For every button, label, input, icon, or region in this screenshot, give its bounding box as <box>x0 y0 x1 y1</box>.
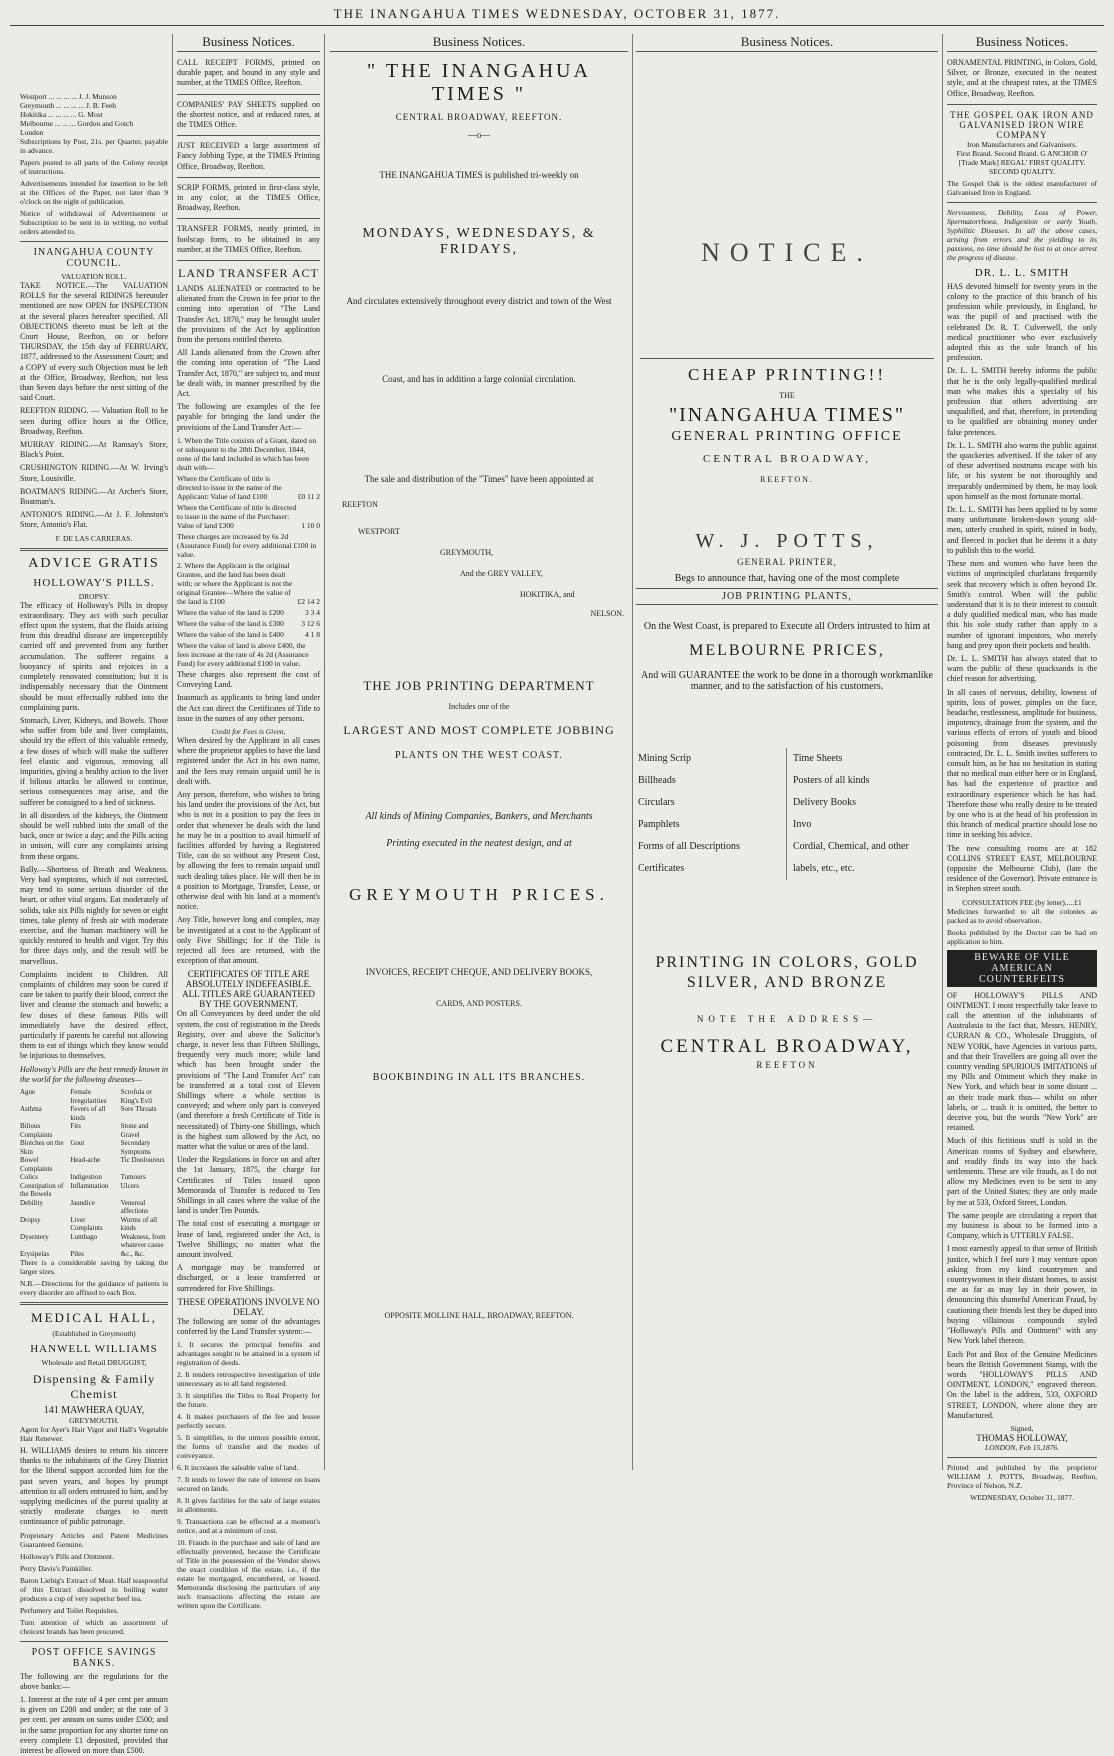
column-4 <box>636 34 938 1470</box>
opposite-line: OPPOSITE MOLLINE HALL, BROADWAY, REEFTON. <box>384 1311 574 1320</box>
agents-list <box>20 92 168 137</box>
times-heading: "INANGAHUA TIMES" <box>668 404 906 426</box>
valuation-title: VALUATION ROLL. <box>61 272 127 281</box>
advantage-item: 7. It tends to lower the rate of interest on loans secured on lands. <box>177 1475 320 1494</box>
riding-item: REEFTON RIDING. — Valuation Roll to be seen during office hours at the Office, Broadway, Reefton. <box>20 406 168 436</box>
days-line: MONDAYS, WEDNESDAYS, & FRIDAYS, <box>362 226 596 257</box>
disease-item: Ulcers <box>120 1181 139 1190</box>
body-text: Bally.—Shortness of Breath and Weakness. Very bad symptoms, which if not corrected, may tend to some serious disorder of the heart, or other vital organs. Eat moderately of solids, take six Pills nightly for seven or eight times, take plenty of fresh air with moderate exercise, and the human machinery will be quickly restored to health and vigor. Try this for three days only, and the result will be marvellous. <box>20 864 168 966</box>
column-divider <box>324 34 325 1470</box>
address: 141 MAWHERA QUAY, <box>43 1405 145 1417</box>
divider <box>20 1641 168 1642</box>
divider <box>177 177 320 178</box>
fee-description: Where the Certificate of title is directed to issue in the name of the Applicant: Value of land £100 <box>177 473 282 501</box>
largest-line: LARGEST AND MOST COMPLETE JOBBING <box>343 723 615 737</box>
disease-item: Female Irregularities <box>70 1088 107 1105</box>
imprint-date: WEDNESDAY, October 31, 1877. <box>970 1492 1074 1502</box>
signature: F. DE LAS CARRERAS. <box>55 533 133 543</box>
nervous-notice: Nervousness, Debility, Loss of Power, Spermatorrhoea, Indigestion or early Youth, Syphilitic Diseases. In all the above cases, arising from errors and the yielding to its passions, no time should be lost to at once arrest the progress of disease. <box>947 207 1097 262</box>
service-item: Invo <box>793 819 812 830</box>
service-item: Forms of all Descriptions <box>638 841 740 852</box>
published-line: THE INANGAHUA TIMES is published tri-weekly on <box>379 170 579 180</box>
town-item: And the GREY VALLEY, <box>460 569 543 578</box>
disease-item: Jaundice <box>70 1198 95 1207</box>
service-item: Certificates <box>638 863 685 874</box>
masthead: THE INANGAHUA TIMES WEDNESDAY, OCTOBER 31, 1877. <box>333 6 781 21</box>
fee-amount: 3 12 6 <box>301 618 320 628</box>
guarantee-line: And will GUARANTEE the work to be done in a thorough workmanlike manner, and to the satisfaction of his customers. <box>641 670 933 692</box>
includes-line: Includes one of the <box>448 702 510 711</box>
smith-text: Dr. L. L. SMITH hereby informs the public that he is the only legally-qualified medical man who makes this a specialty of his profession that others advertising are unqualified, and that, therefore, in pretending to be qualified are obtaining money under false pretences. <box>947 366 1097 437</box>
column-header: Business Notices. <box>636 34 938 52</box>
advantage-item: 6. It increases the saleable value of land. <box>177 1463 299 1473</box>
west-coast-line: On the West Coast, is prepared to Execute all Orders intrusted to him at <box>643 621 931 632</box>
subscription-note: Notice of withdrawal of Advertisement or Subscription to be sent in in writing, no verbal orders attended to. <box>20 209 168 236</box>
disease-item: Tumours <box>120 1173 146 1182</box>
fee-description: These charges are increased by 6s 2d (Assurance Fund) for every additional £100 in value. <box>177 531 317 559</box>
fee-description: 1. When the Title consists of a Grant, dated on or subsequent to the 28th December, 1844, none of the land included in which has been dealt with— <box>177 435 317 472</box>
london-date: LONDON, Feb 15,1876. <box>985 1442 1059 1452</box>
medical-hall-heading: MEDICAL HALL, <box>31 1310 157 1326</box>
notice-heading: NOTICE. <box>701 238 873 267</box>
notice-item: CALL RECEIPT FORMS, printed on durable paper, and bound in any style and number, at the TIMES Office, Reefton. <box>177 58 320 88</box>
signed-line: Signed, <box>1010 1423 1034 1433</box>
job-department-heading: THE JOB PRINTING DEPARTMENT <box>363 678 595 693</box>
imprint: Printed and published by the proprietor WILLIAM J. POTTS, Broadway, Reefton, Province of Nelson, N.Z. <box>947 1462 1097 1490</box>
body-text: In all disorders of the kidneys, the Ointment should be well rubbed into the small of the back, once or twice a day; and the Pills acting in unison, will cure any complaints arising from these organs. <box>20 810 168 861</box>
smith-text: In all cases of nervous, debility, lowness of spirits, loss of power, pimples on the face, headache, restlessness, amplitude for business, impotency, drainage from the system, and the various effects of errors of youth and blood poisoning from diseases previously contracted, Dr. L. L. Smith invites sufferers to consult him, as he has no hesitation in stating that no medical man either here or in England, has had the experience of practice and extraordinary experience which he has had. Therefore those who really desire to be treated by one who is at the head of his profession in this branch of medical practice should lose no time in seeking his advice. <box>947 687 1097 840</box>
divider <box>947 1457 1097 1458</box>
fee-amount: 1 10 0 <box>301 520 320 530</box>
fee-row <box>177 503 320 530</box>
disease-item: Weakness, from whatever cause <box>120 1232 166 1250</box>
item: Baron Liebig's Extract of Meat. Half teaspoonful of this Extract dissolved in boiling water produces a cup of very superior beef tea. <box>20 1575 168 1603</box>
holloway-heading: HOLLOWAY'S PILLS. <box>33 576 155 589</box>
cheap-printing: CHEAP PRINTING!! <box>687 365 886 384</box>
item: Perfumery and Toilet Requisites. <box>20 1605 119 1615</box>
land-transfer-heading: LAND TRANSFER ACT <box>178 266 319 281</box>
sale-line: The sale and distribution of the "Times" have been appointed at <box>364 474 594 484</box>
reefton-line: REEFTON <box>756 1060 818 1070</box>
fee-row <box>177 641 320 668</box>
fee-row <box>177 436 320 472</box>
masthead-rule <box>10 25 1104 26</box>
disease-item: Constipation of the Bowels <box>20 1181 64 1199</box>
cards-line: CARDS, AND POSTERS. <box>436 999 522 1008</box>
bookbinding-line: BOOKBINDING IN ALL ITS BRANCHES. <box>372 1072 586 1083</box>
divider <box>20 1302 168 1305</box>
disease-item: Sore Throats <box>120 1105 157 1114</box>
land-text: These charges also represent the cost of Conveying Land. <box>177 669 320 690</box>
agent-line: Greymouth ... ... ... ... J. B. Feeh <box>20 101 117 110</box>
beware-text: Each Pot and Box of the Genuine Medicines bears the British Government Stamp, with the words "HOLLOWAY'S PILLS AND OINTMENT, LONDON," engraved thereon. On the label is the address, 533, OXFORD STREET, LONDON, where alone they are Manufactured. <box>947 1349 1097 1420</box>
disease-item: Tic Douloureux <box>120 1156 165 1165</box>
wholesale-note: Wholesale and Retail DRUGGIST, <box>41 1358 147 1368</box>
riding-item: CRUSHINGTON RIDING.—At W. Irving's Store, Lousiville. <box>20 463 168 483</box>
notice-item: TRANSFER FORMS, neatly printed, in foolscap form, to be obtained in any number, at the TIMES Office, Reefton. <box>177 224 320 254</box>
fee-amount: 3 3 4 <box>305 607 320 617</box>
disease-item: Head-ache <box>70 1156 101 1165</box>
town-item: GREYMOUTH, <box>440 548 494 557</box>
remedy-intro: Holloway's Pills are the best remedy known in the world for the following diseases— <box>20 1064 168 1084</box>
disease-item: Scrofula or King's Evil <box>120 1088 153 1105</box>
disease-item: Lumbago <box>70 1232 98 1241</box>
land-text: The following are some of the advantages conferred by the Land Transfer system:— <box>177 1316 320 1337</box>
divider <box>177 135 320 136</box>
item: Holloway's Pills and Ointment. <box>20 1551 114 1561</box>
po-body: The following are the regulations for the above banks:— <box>20 1671 168 1691</box>
column-header: Business Notices. <box>947 34 1097 52</box>
advantage-item: 9. Transactions can be effected at a moment's notice, and at a minimum of cost. <box>177 1517 320 1536</box>
column-2 <box>177 34 320 1611</box>
agent-line: Westport ... ... ... ... J. J. Munson <box>20 92 117 101</box>
beware-text: Much of this fictitious stuff is sold in the American rooms of Sydney and elsewhere, and readily finds its way into the back settlements. These are vile frauds, as I do not allow my Medicines even to be sent to any part of the United States; they are only made by me at 533, Oxford Street, London. <box>947 1136 1097 1207</box>
general-printing: GENERAL PRINTING OFFICE <box>671 429 903 444</box>
fee-row <box>177 608 320 617</box>
fee-description: Where the value of the land is £300 <box>177 618 284 628</box>
disease-item: Dropsy <box>20 1215 41 1224</box>
smith-text: Dr. L. L. SMITH has been applied to by some many unfortunate broken-down young old-men, utterly crushed in spirit, ruined in body, and fleeced in pocket that he deems it a duty to publish this to the world. <box>947 505 1097 555</box>
iron-line: Iron Manufacturers and Galvanisers. <box>967 139 1077 149</box>
saving-note: There is a considerable saving by taking the larger sizes. <box>20 1258 168 1277</box>
printing-line: Printing executed in the neatest design, and at <box>386 838 572 849</box>
hanwell-heading: HANWELL WILLIAMS <box>30 1343 158 1356</box>
agent-line: Hokitika ... ... ... ... G. Most <box>20 110 103 119</box>
disease-item: Worms of all kinds <box>120 1215 158 1233</box>
notice-item: COMPANIES' PAY SHEETS supplied on the shortest notice, and at reduced rates, at the TIMES Office. <box>177 99 320 130</box>
divider <box>947 202 1097 203</box>
fees-table <box>177 436 320 668</box>
disease-item: Liver Complaints <box>70 1215 103 1233</box>
land-text: On all Conveyances by deed under the old system, the cost of registration in the Deeds Registry, over and above the Solicitor's charge, is never less than Fifteen Shillings, frequently very much more; while land which has been brought under the provisions of "The Land Transfer Act" can be transferred at a total cost of Eleven Shillings where a whole section is conveyed; and where only part is conveyed (and therefore a fresh Certificate of Title is necessitated) of Thirty-one Shillings, which is the highest sum allowed by the Act, no matter what the value or area of the land. <box>177 1009 320 1152</box>
credit-heading: Credit for Fees is Given, <box>211 726 286 736</box>
riding-item: ANTONIO'S RIDING.—At J. F. Johnston's Store, Antonio's Flat. <box>20 510 168 530</box>
reefton-line: REEFTON. <box>760 475 814 484</box>
certificates-heading: CERTIFICATES OF TITLE ARE ABSOLUTELY INDEFEASIBLE. <box>185 969 312 990</box>
subscription-note: Papers posted to all parts of the Colony receipt of instructions. <box>20 158 168 176</box>
disease-item: Dysentery <box>20 1232 49 1241</box>
smith-text: HAS devoted himself for twenty years in the colony to the practice of this branch of his profession while previously, in England, he was the pupil of and practised with the celebrated Dr. R. T. Culverwell, the only medical practitioner who ever exclusively adopted this as the sole branch of his profession. <box>947 281 1097 363</box>
land-text: A mortgage may be transferred or discharged, or a lease transferred or surrendered for Five Shillings. <box>177 1263 320 1293</box>
fee-row <box>177 474 320 501</box>
holloway-signature: THOMAS HOLLOWAY, <box>976 1432 1068 1443</box>
beware-line: AMERICAN COUNTERFEITS <box>979 962 1065 985</box>
disease-item: &c., &c. <box>120 1249 145 1258</box>
advantage-item: 1. It secures the principal benefits and advantages sought to be attained in a system of registration of deeds. <box>177 1340 320 1368</box>
advantage-item: 5. It simplifies, to the utmost possible extent, the forms of transfer and the modes of conveyance. <box>177 1433 320 1461</box>
land-text: Inasmuch as applicants to bring land under the Act can direct the Certificates of Title to issue in the names of any other persons. <box>177 693 320 723</box>
body-text: Stomach, Liver, Kidneys, and Bowels. Those who suffer from bile and liver complaints, should try the effect of this valuable remedy, a few doses of which will make the sufferer feel elastic and vigorous, removing all impurities, giving a healthy action to the liver if bilious attacks be allowed to continue, serious consequences may arise, and the sufferer be consigned to a bed of sickness. <box>20 715 168 807</box>
column-divider <box>172 34 173 1470</box>
column-header: Business Notices. <box>330 34 628 52</box>
advantage-item: 8. It gives facilities for the sale of large estates in allotments. <box>177 1496 320 1515</box>
town-item: WESTPORT <box>358 527 400 536</box>
plants-line: PLANTS ON THE WEST COAST. <box>395 750 563 761</box>
disease-item: Blotches on the Skin <box>20 1139 64 1156</box>
disease-table <box>20 1088 168 1258</box>
guarantee-heading: ALL TITLES ARE GUARANTEED BY THE GOVERNMENT. <box>182 989 315 1010</box>
beware-text: The same people are circulating a report that my business is about to be formed into a Company, which is UTTERLY FALSE. <box>947 1210 1097 1241</box>
land-text: When desired by the Applicant in all cases where the proprietor applies to have the land registered under the Act in his own name, and the fees may remain unpaid until he is dealt with. <box>177 735 320 786</box>
services-list <box>636 748 938 880</box>
disease-item: Debility <box>20 1198 43 1207</box>
item: Turn attention of which an assortment of choicest brands has been procured. <box>20 1617 168 1636</box>
agent-note: Agent for Ayer's Hair Vigor and Hall's Vegetable Hair Renewer. <box>20 1425 168 1444</box>
fee-amount: £0 11 2 <box>297 491 320 501</box>
disease-item: Stone and Gravel <box>120 1122 149 1139</box>
job-plants: JOB PRINTING PLANTS, <box>636 588 938 605</box>
all-kinds-line: All kinds of Mining Companies, Bankers, and Merchants <box>365 811 593 822</box>
advantage-item: 2. It renders retrospective investigation of title unnecessary as to all land registered. <box>177 1370 320 1389</box>
services-left <box>636 748 787 880</box>
column-3: Business Notices. " THE INANGAHUA TIMES " CENTRAL BROADWAY, REEFTON. —o— THE INANGAHUA TIMES is published tri-weekly on MONDAYS, WEDNESDAYS, & FRIDAYS, And circulates extensively throughout every district and town of the West Coast, and has in addition a large colonial circulation. The sale and distribution of the "Times" have been appointed at REEFTON WESTPORT GREYMOUTH, And the GREY VALLEY, HOKITIKA, and NELSON. THE JOB PRINTING DEPARTMENT Includes one of the LARGEST AND MOST COMPLETE JOBBING PLANTS ON THE WEST COAST. All kinds of Mining Companies, Bankers, and Merchants Printing executed in the neatest design, and at GREYMOUTH PRICES. INVOICES, RECEIPT CHEQUE, AND DELIVERY BOOKS, CARDS, AND POSTERS. BOOKBINDING IN ALL ITS BRANCHES. OPPOSITE MOLLINE HALL, BROADWAY, REEFTON. <box>330 34 628 1470</box>
land-text: Any person, therefore, who wishes to bring his land under the provisions of the Act, but who is not in a position to pay the fees in order that whenever he deals with the land he may be in a position to avail himself of facilities afforded by having a Registered Title, can do so without any Present Cost, by allowing the fees to remain unpaid until such dealing takes place. He will then be in a position to Mortgage, Transfer, Lease, or otherwise deal with his land at a moment's notice. <box>177 789 320 912</box>
dispensing-heading: Dispensing & Family Chemist <box>32 1372 156 1402</box>
service-item: Cordial, Chemical, and other <box>793 841 909 852</box>
beware-text: I most earnestly appeal to that sense of British justice, which I feel sure I may venture upon asking from my kind countrymen and countrywomen in their distant homes, to assist me as far as may lay in their power, in denouncing this shameful American Fraud, by cautioning their friends lest they be duped into buying villainous compounds styled "Holloway's Pills and Ointment" with any New York label thereon. <box>947 1244 1097 1346</box>
town: GREYMOUTH. <box>69 1416 119 1426</box>
land-text: The following are examples of the fee payable for bringing the land under the provisions of the Land Transfer Act:— <box>177 402 320 432</box>
take-notice-text: TAKE NOTICE.—The VALUATION ROLLS for the several RIDINGS hereunder mentioned are now OPEN for INSPECTION at the several places hereafter specified. All OBJECTIONS thereto must be left at the Court House, Reefton, on or before THURSDAY, the 15th day of FEBRUARY, 1877, addressed to the Assessment Court; and a COPY of every such Objection must be left at the Office, Broadway, Reefton, not less than Seven days before the next sitting of the said Court. <box>20 281 168 403</box>
column-divider <box>942 34 943 1470</box>
silver-heading: SILVER, AND BRONZE <box>686 974 888 991</box>
printer-line: GENERAL PRINTER, <box>737 557 837 567</box>
riding-item: MURRAY RIDING.—At Ramsay's Store, Black's Point. <box>20 440 168 460</box>
fee-amount: £2 14 2 <box>297 596 320 606</box>
council-title: INANGAHUA COUNTY COUNCIL. <box>33 247 155 269</box>
divider <box>20 241 168 242</box>
service-item: Time Sheets <box>793 753 843 764</box>
service-item: Circulars <box>638 797 675 808</box>
divider <box>177 218 320 219</box>
smith-heading: DR. L. L. SMITH <box>974 266 1070 279</box>
disease-item: Indigestion <box>70 1173 102 1182</box>
column-divider <box>632 34 633 1470</box>
notice-item: JUST RECEIVED a large assortment of Fancy Jobbing Type, at the TIMES Printing Office, Broadway, Reefton. <box>177 141 320 171</box>
disease-item: Ague <box>20 1088 36 1097</box>
disease-item: Fits <box>70 1122 81 1131</box>
gospel-heading: THE GOSPEL OAK IRON AND GALVANISED IRON WIRE COMPANY <box>950 109 1094 140</box>
fee-description: Where the value of land is above £400, the fees increase at the rate of 4s 2d (Assurance Fund) for every additional £100 in value. <box>177 640 309 668</box>
fee-amount: 4 1 8 <box>305 629 320 639</box>
agent-line: Melbourne ... ... ... Gordon and Gotch <box>20 119 134 128</box>
disease-item: Secondary Symptoms <box>120 1139 151 1156</box>
nb-note: N.B.—Directions for the guidance of patients in every disorder are affixed to each Box. <box>20 1279 168 1298</box>
town-item: HOKITIKA, and <box>520 590 575 599</box>
note-address: NOTE THE ADDRESS— <box>696 1014 878 1024</box>
consult-fee: CONSULTATION FEE (by letter).....£1 <box>962 897 1082 907</box>
divider <box>20 548 168 551</box>
smith-text: These men and women who have been the victims of unprincipled charlatans frequently seek that recovery which is often beyond Dr. Smith's control. When will the public understand that it is to their interest to consult a duly qualified medical man, who has made this his sole study rather than apply to a number of ignorant impostors, who merely hang and prey upon their pockets and health. <box>947 559 1097 650</box>
service-item: Posters of all kinds <box>793 775 870 786</box>
subscription-note: Subscriptions by Post, 21s. per Quarter, payable in advance. <box>20 137 168 155</box>
disease-item: Inflammation <box>70 1181 109 1190</box>
service-item: labels, etc., etc. <box>793 863 855 874</box>
fee-row <box>177 532 320 559</box>
post-office-heading: POST OFFICE SAVINGS BANKS. <box>31 1646 157 1669</box>
land-text: Under the Regulations in force on and after the 1st January, 1875, the charge for Certificates of Titles issued upon Memoranda of Transfer is reduced to Ten Shillings in all cases where the value of the land is under Ten Pounds. <box>177 1155 320 1216</box>
po-body: 1. Interest at the rate of 4 per cent per annum is given on £200 and under; at the rate of 3 per cent. per annum on sums under £500; and in the same proportion for any shorter time on every complete £1 deposited, provided that interest be allowed on more than £500. <box>20 1695 168 1756</box>
fee-description: Where the value of the land is £400 <box>177 629 284 639</box>
established-note: (Established in Greymouth) <box>52 1329 136 1339</box>
disease-item: Piles <box>70 1249 84 1258</box>
body-text: Complaints incident to Children. All complaints of children may soon be cured if care be taken to purify their blood, correct the liver and cleanse the stomach and bowels; a few doses of these famous Pills will immediately have the desired effect, particularly if parents be careful not allowing them to eat of things which they know would be injurious to themselves. <box>20 969 168 1061</box>
colors-heading: PRINTING IN COLORS, GOLD <box>655 954 919 971</box>
advice-heading: ADVICE GRATIS <box>28 555 160 571</box>
divider <box>177 94 320 95</box>
brands-line: First Brand. Second Brand. G ANCHOR O' [Trade Mark] REGAL' FIRST QUALITY. SECOND QUALITY. <box>956 148 1088 176</box>
operations-heading: THESE OPERATIONS INVOLVE NO DELAY. <box>177 1296 320 1317</box>
disease-item: Bilious Complaints <box>20 1122 53 1139</box>
column-header: Business Notices. <box>177 34 320 52</box>
body-text: The efficacy of Holloway's Pills in dropsy extraordinary. They act with such peculiar effect upon the system, that the fluids arising from this dreadful disease are imperceptibly carried off and prevented from any further accumulation. The sufferer regains a buoyancy of spirits and rejoices in a completely renovated constitution; but it is indispensably necessary that the Ointment should be most effectually rubbed into the complaining parts. <box>20 600 168 712</box>
beware-banner <box>947 950 1097 987</box>
greymouth-prices: GREYMOUTH PRICES. <box>349 885 609 904</box>
riding-item: BOATMAN'S RIDING.—At Archer's Store, Boatman's. <box>20 486 168 507</box>
column-5 <box>947 34 1097 1502</box>
column-1 <box>20 92 168 1756</box>
smith-text: Books published by the Doctor can be had on application to him. <box>947 927 1097 946</box>
agent-line: London <box>20 128 44 137</box>
disease-item: Bowel Complaints <box>20 1156 53 1173</box>
notice-item: SCRIP FORMS, printed in first-class style, in any color, at the TIMES Office, Broadway, Reefton. <box>177 182 320 213</box>
service-item: Delivery Books <box>793 797 857 808</box>
disease-item: Fevers of all kinds <box>70 1105 106 1122</box>
williams-body: H. WILLIAMS desires to return his sincere thanks to the inhabitants of the Grey District for the liberal support accorded him for the past seven years, and hopes by prompt attention to all orders entrusted to him, and by supplying medicines of the purest quality at strictly moderate charges to merit continuance of public patronage. <box>20 1446 168 1527</box>
service-item: Pamphlets <box>638 819 680 830</box>
invoices-line: INVOICES, RECEIPT CHEQUE, AND DELIVERY BOOKS, <box>365 967 593 977</box>
beware-text: OF HOLLOWAY'S PILLS AND OINTMENT. I most respectfully take leave to call the attention of the inhabitants of Australasia to the fact that, Messrs. HENRY, CURRAN & CO., Wholesale Druggists, of NEW YORK, have Agencies in various parts, and that their Travellers are going all over the country vending SPURIOUS IMITATIONS of my Pills and Ointment which they make in New York, and which bear in some distant ... an their trade mark thus— whilst on other labels, or ... trash it is omitted, the better to deceive you, but the words "New York" are retained. <box>947 990 1097 1133</box>
land-text: LANDS ALIENATED or contracted to be alienated from the Crown in fee prior to the coming into operation of "The Land Transfer Act, 1870," may be brought under the provisions of the Act by application from the persons entitled thereto. <box>177 284 320 345</box>
fee-description: Where the value of the land is £200 <box>177 607 284 617</box>
land-text: Any Title, however long and complex, may be investigated at a cost to the Applicant of only Five Shillings; for if the Title is rejected all fees are returned, with the exception of that amount. <box>177 915 320 966</box>
paper-title: " THE INANGAHUA TIMES " <box>367 60 591 105</box>
melbourne-prices: MELBOURNE PRICES, <box>689 642 885 659</box>
land-text: All Lands alienated from the Crown after the coming into operation of "The Land Transfer Act, 1870," are subject to, and must be dealt with, in manner prescribed by the Act. <box>177 348 320 399</box>
the-line: THE <box>779 391 795 400</box>
begs-line: Begs to announce that, having one of the most complete <box>674 573 900 584</box>
smith-text: Dr. L. L. SMITH has always stated that to warn the public of these quacksands is the chief reason for advertising. <box>947 653 1097 684</box>
smith-text: Medicines forwarded to all the colonies as packed as to avoid observation. <box>947 906 1097 925</box>
item: Proprietary Articles and Patent Medicines Guaranteed Genuine. <box>20 1530 168 1549</box>
disease-item: Colics <box>20 1173 38 1182</box>
potts-heading: W. J. POTTS, <box>695 530 879 552</box>
advantage-item: 10. Frauds in the purchase and sale of land are effectually prevented, because the Certificate of Title in the possession of the Vendor shows the exact condition of the estate, i.e., if the estate be mortgaged, encumbered, or leased. Memoranda disclosing the particulars of any such transactions affecting the estate are written upon the Certificate. <box>177 1538 320 1611</box>
disease-item: Venereal affections <box>120 1198 149 1216</box>
central-address: CENTRAL BROADWAY, REEFTON. <box>395 112 563 122</box>
fee-row <box>177 561 320 606</box>
advantage-item: 3. It simplifies the Titles to Real Property for the future. <box>177 1391 320 1410</box>
divider <box>177 260 320 261</box>
dropsy-heading: DROPSY. <box>78 591 110 601</box>
advantage-item: 4. It makes purchasers of the fee and lessee perfectly secure. <box>177 1412 320 1431</box>
ornamental-notice: ORNAMENTAL PRINTING, in Colors, Gold, Silver, or Bronze, executed in the neatest style, and at the cheapest rates, at the TIMES Office, Broadway, Reefton. <box>947 58 1097 98</box>
central-broadway-heading: CENTRAL BROADWAY, <box>660 1036 914 1057</box>
town-item: NELSON. <box>590 609 624 618</box>
service-item: Mining Scrip <box>638 753 692 764</box>
fee-description: 2. Where the Applicant is the original Grantee, and the land has been dealt with; or where the Applicant is not the original Grantee—Where the value of the land is £100 <box>177 560 293 606</box>
beware-line: BEWARE OF VILE <box>974 951 1070 963</box>
central-broadway: CENTRAL BROADWAY, <box>703 453 871 465</box>
services-right <box>787 748 938 880</box>
item: Perry Davis's Painkiller. <box>20 1563 93 1573</box>
coast-line: Coast, and has in addition a large colonial circulation. <box>382 374 576 384</box>
land-text: The total cost of executing a mortgage or lease of land, registered under the Act, is Twelve Shillings; no matter what the amount involved. <box>177 1219 320 1260</box>
divider <box>947 104 1097 105</box>
disease-item: Asthma <box>20 1105 42 1114</box>
smith-text: Dr. L. L. SMITH also warns the public against the quackeries advertised. If the taker of any of these advertised nostrums escape with his life, or his system be not thoroughly and irreparably undermined by them, he may look upon himself as the most fortunate mortal. <box>947 440 1097 501</box>
service-item: Billheads <box>638 775 676 786</box>
circulates-line: And circulates extensively throughout every district and town of the West <box>346 296 612 306</box>
smith-text: The new consulting rooms are at 182 COLLINS STREET EAST, MELBOURNE (opposite the Melbourne Club), (late the residence of the Governor). Private entrance is in Stephen street south. <box>947 843 1097 894</box>
subscription-note: Advertisements intended for insertion to be left at the Offices of the Paper, not later than 9 o'clock on the night of publication. <box>20 179 168 206</box>
fee-row <box>177 630 320 639</box>
fee-description: Where the Certificate of title is directed to issue in the name of the Purchaser: Value of land £300 <box>177 502 297 530</box>
town-item: REEFTON <box>342 500 378 509</box>
gospel-note: The Gospel Oak is the oldest manufacturer of Galvanised Iron in England. <box>947 178 1097 197</box>
disease-item: Gout <box>70 1139 85 1148</box>
disease-item: Erysipelas <box>20 1249 50 1258</box>
fee-row <box>177 619 320 628</box>
